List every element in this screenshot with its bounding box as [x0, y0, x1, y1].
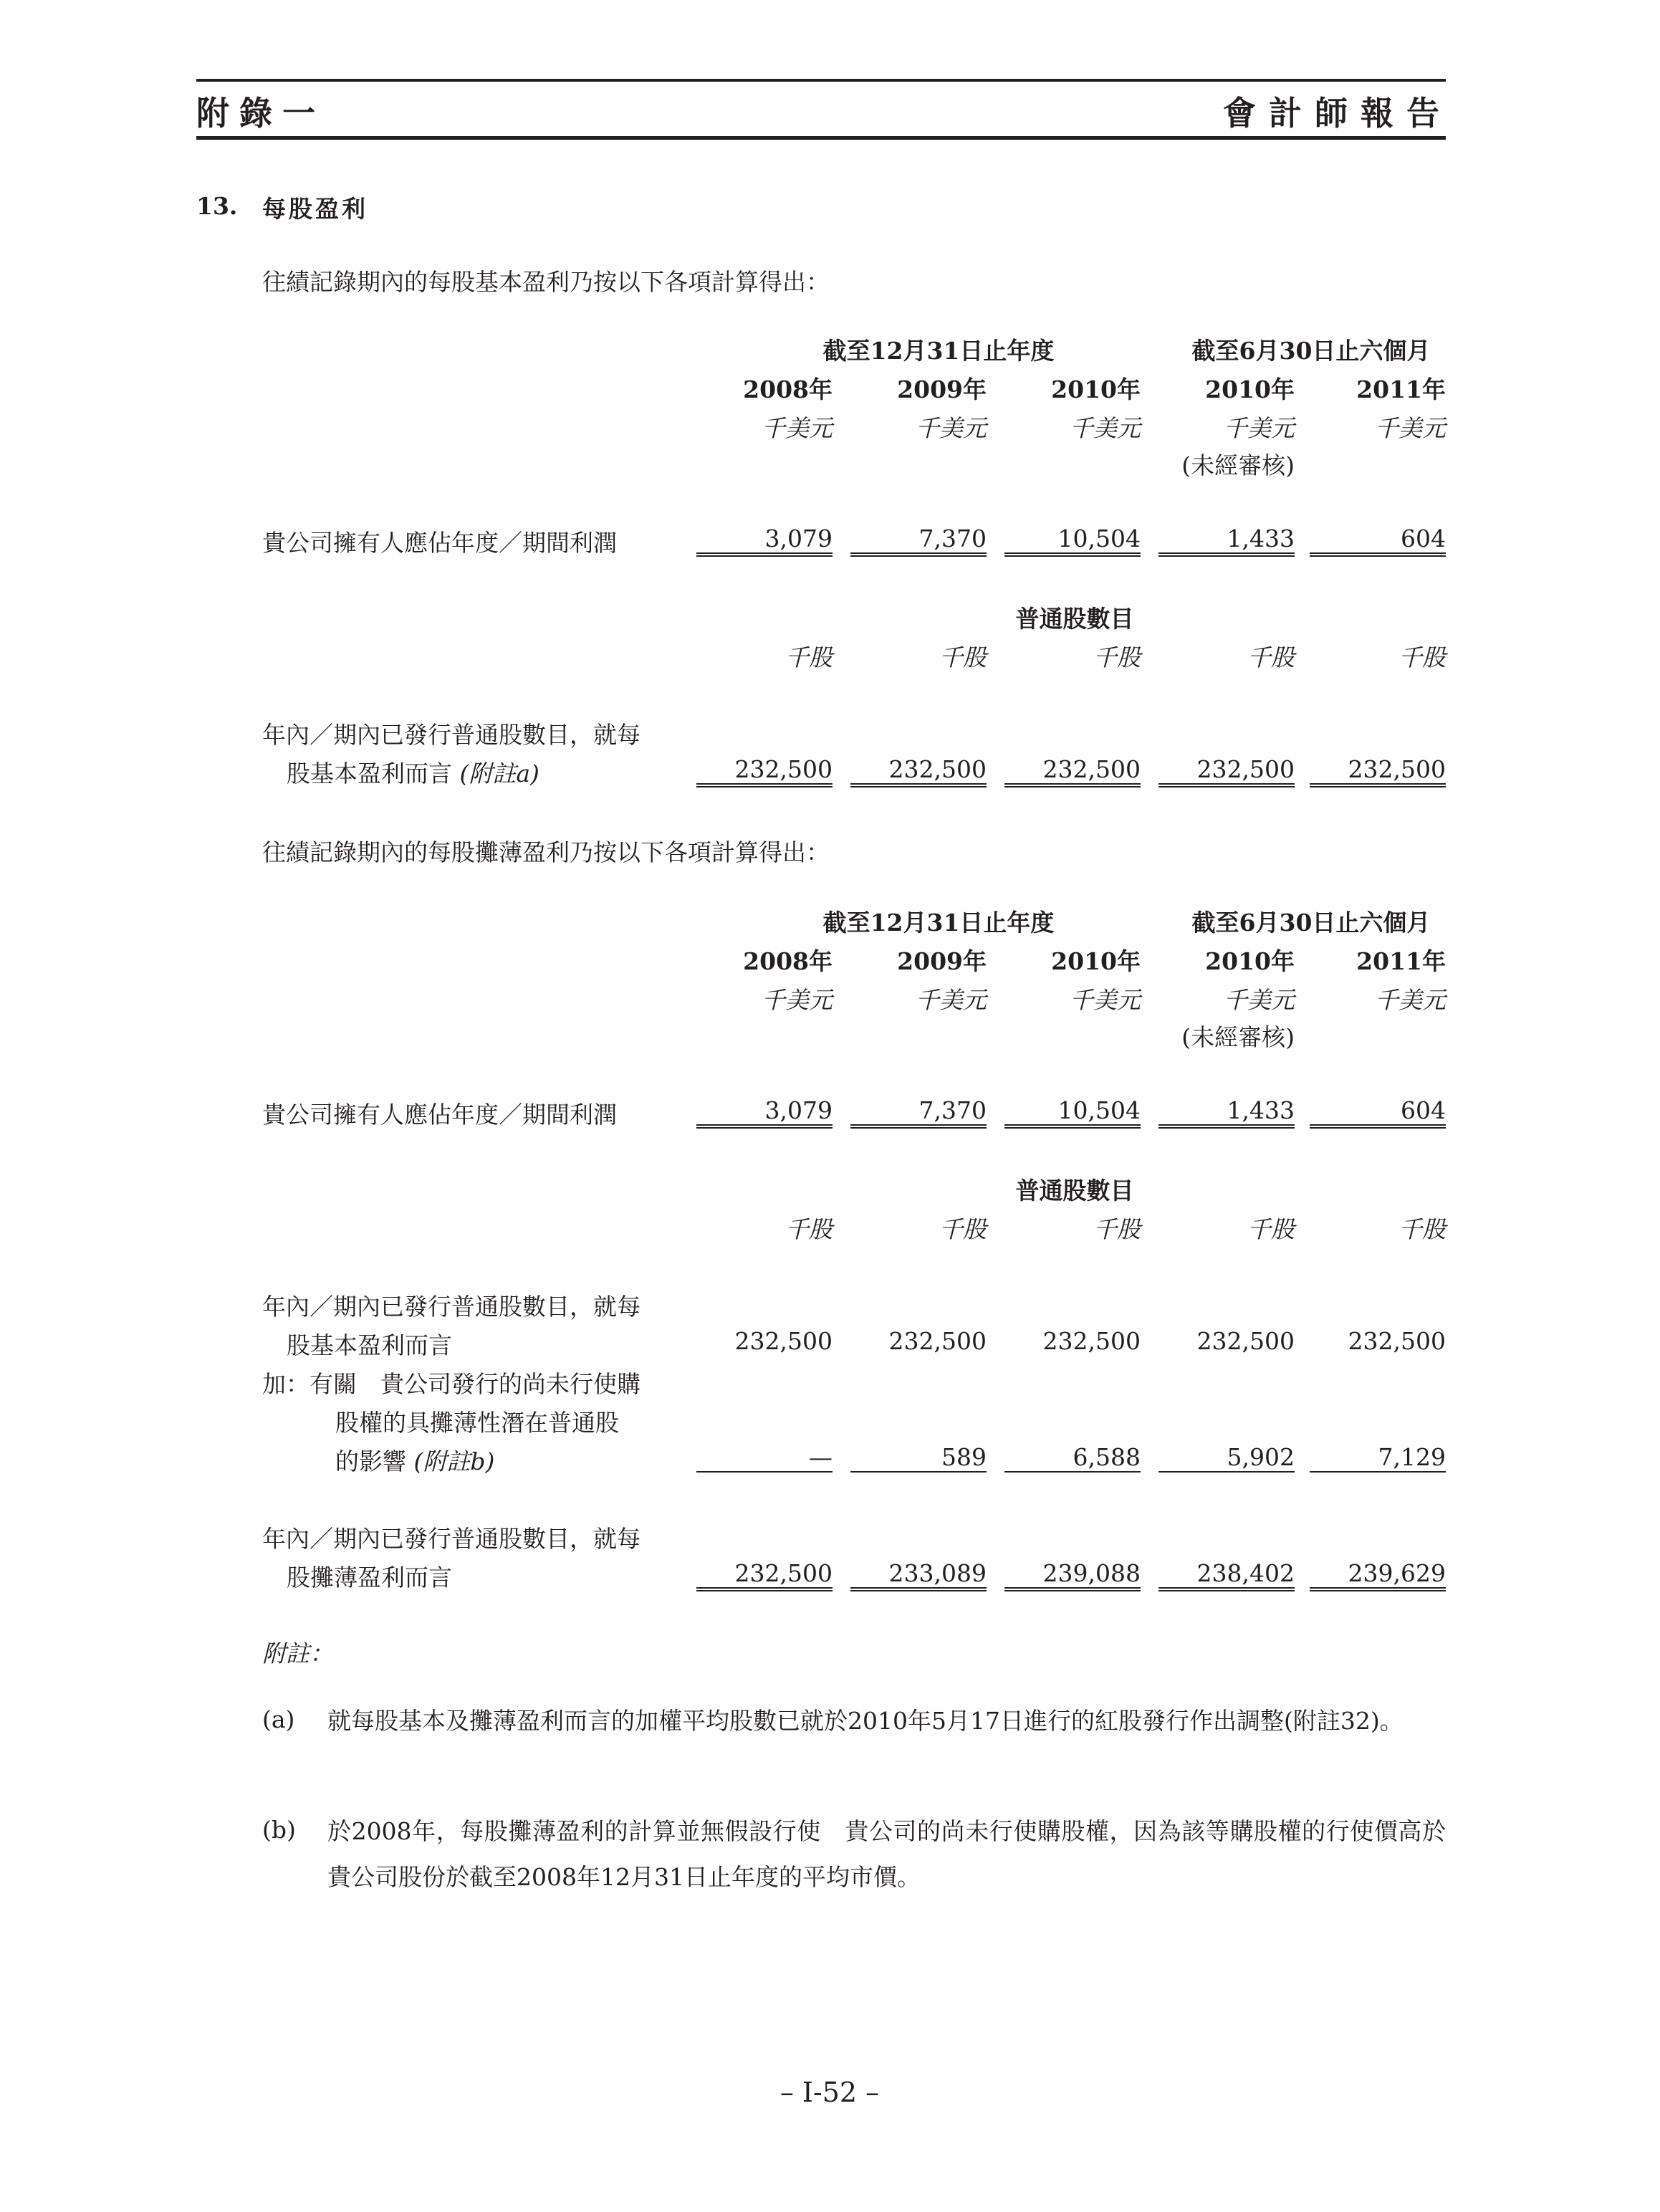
diluted-shares-unit: 千股 — [785, 1215, 833, 1243]
basic-shares-2010: 232,500 — [1004, 755, 1141, 787]
basic-shares-2008: 232,500 — [696, 755, 833, 787]
dilutive-effect-label-text: 的影響 — [335, 1447, 406, 1475]
basic-group-period-header: 截至6月30日止六個月 — [1191, 337, 1431, 365]
diluted-intro: 往績記錄期內的每股攤薄盈利乃按以下各項計算得出： — [262, 838, 830, 866]
note-b-marker: (b) — [262, 1816, 296, 1844]
header-bottom-rule — [196, 136, 1446, 140]
diluted-shares-2011-h1: 239,629 — [1310, 1559, 1446, 1591]
dilutive-effect-2011-h1: 7,129 — [1310, 1443, 1446, 1473]
basic-unaudited-label: (未經審核) — [1181, 451, 1295, 479]
dilutive-effect-2008: — — [696, 1443, 833, 1473]
diluted-year-2008: 2008年 — [743, 947, 833, 975]
diluted-basic-shares-2009: 232,500 — [888, 1327, 987, 1355]
diluted-unit: 千美元 — [916, 986, 987, 1014]
diluted-year-2010: 2010年 — [1051, 947, 1141, 975]
note-a-marker: (a) — [262, 1705, 295, 1733]
notes-heading: 附註： — [262, 1639, 333, 1667]
diluted-shares-label-line2: 股攤薄盈利而言 — [287, 1564, 452, 1591]
dilutive-effect-2009: 589 — [850, 1443, 987, 1473]
diluted-group-period-header: 截至6月30日止六個月 — [1191, 909, 1431, 937]
diluted-shares-2008: 232,500 — [696, 1559, 833, 1591]
basic-unit: 千美元 — [762, 414, 833, 442]
diluted-profit-2010-h1: 1,433 — [1158, 1096, 1295, 1129]
basic-period-2010: 2010年 — [1205, 375, 1295, 403]
basic-profit-2011-h1: 604 — [1310, 525, 1446, 557]
dilutive-effect-2010: 6,588 — [1004, 1443, 1141, 1473]
basic-shares-label-text: 股基本盈利而言 — [287, 760, 452, 787]
basic-profit-2010: 10,504 — [1004, 525, 1141, 557]
diluted-basic-shares-2010-h1: 232,500 — [1196, 1327, 1295, 1355]
basic-group-year-header: 截至12月31日止年度 — [822, 337, 1055, 365]
basic-unit: 千美元 — [1375, 414, 1446, 442]
basic-shares-2011-h1: 232,500 — [1310, 755, 1446, 787]
basic-year-2009: 2009年 — [897, 375, 987, 403]
basic-shares-note-ref: (附註a) — [459, 760, 539, 787]
basic-shares-unit: 千股 — [1398, 643, 1446, 671]
basic-profit-2009: 7,370 — [850, 525, 987, 557]
appendix-title: 附錄一 — [196, 94, 325, 133]
basic-intro: 往績記錄期內的每股基本盈利乃按以下各項計算得出： — [262, 268, 830, 296]
dilutive-effect-label-line1: 加：有關 貴公司發行的尚未行使購 — [262, 1370, 641, 1398]
diluted-profit-2008: 3,079 — [696, 1096, 833, 1129]
diluted-shares-unit: 千股 — [1247, 1215, 1295, 1243]
diluted-basic-shares-2011-h1: 232,500 — [1348, 1327, 1446, 1355]
header-top-rule — [196, 79, 1446, 82]
diluted-basic-shares-label-line1: 年內／期內已發行普通股數目，就每 — [262, 1293, 641, 1321]
note-a-text: 就每股基本及攤薄盈利而言的加權平均股數已就於2010年5月17日進行的紅股發行作出調整(附註32)。 — [327, 1707, 1404, 1735]
diluted-unit: 千美元 — [1070, 986, 1141, 1014]
diluted-unit: 千美元 — [1375, 986, 1446, 1014]
diluted-shares-unit: 千股 — [1093, 1215, 1141, 1243]
basic-shares-unit: 千股 — [785, 643, 833, 671]
basic-profit-2008: 3,079 — [696, 525, 833, 557]
basic-unit: 千美元 — [1070, 414, 1141, 442]
diluted-unaudited-label: (未經審核) — [1181, 1023, 1295, 1051]
dilutive-effect-note-ref: (附註b) — [413, 1447, 495, 1475]
diluted-shares-unit: 千股 — [939, 1215, 987, 1243]
report-title: 會計師報告 — [1223, 94, 1452, 133]
diluted-unit: 千美元 — [1224, 986, 1295, 1014]
diluted-unit: 千美元 — [762, 986, 833, 1014]
dilutive-effect-label-line2: 股權的具攤薄性潛在普通股 — [335, 1409, 619, 1437]
diluted-shares-unit: 千股 — [1398, 1215, 1446, 1243]
basic-shares-unit: 千股 — [1247, 643, 1295, 671]
basic-year-2010: 2010年 — [1051, 375, 1141, 403]
basic-unit: 千美元 — [1224, 414, 1295, 442]
diluted-shares-label-line1: 年內／期內已發行普通股數目，就每 — [262, 1525, 641, 1553]
diluted-profit-label: 貴公司擁有人應佔年度／期間利潤 — [262, 1101, 617, 1129]
basic-profit-label: 貴公司擁有人應佔年度／期間利潤 — [262, 529, 617, 557]
basic-shares-2010-h1: 232,500 — [1158, 755, 1295, 787]
diluted-basic-shares-label-line2: 股基本盈利而言 — [287, 1331, 452, 1359]
basic-shares-2009: 232,500 — [850, 755, 987, 787]
basic-unit: 千美元 — [916, 414, 987, 442]
basic-shares-label-line2 — [287, 755, 539, 789]
note-b-text: 於2008年，每股攤薄盈利的計算並無假設行使 貴公司的尚未行使購股權，因為該等購股權的行使價高於 貴公司股份於截至2008年12月31日止年度的平均市價。 — [327, 1817, 1469, 1891]
diluted-profit-2011-h1: 604 — [1310, 1096, 1446, 1129]
diluted-shares-2009: 233,089 — [850, 1559, 987, 1591]
dilutive-effect-label-line3 — [335, 1443, 494, 1477]
diluted-group-year-header: 截至12月31日止年度 — [822, 909, 1055, 937]
section-number: 13. — [196, 192, 238, 220]
diluted-year-2009: 2009年 — [897, 947, 987, 975]
diluted-profit-2010: 10,504 — [1004, 1096, 1141, 1129]
diluted-period-2010: 2010年 — [1205, 947, 1295, 975]
page-number: – I-52 – — [779, 2077, 880, 2108]
basic-profit-2010-h1: 1,433 — [1158, 525, 1295, 557]
dilutive-effect-2010-h1: 5,902 — [1158, 1443, 1295, 1473]
basic-shares-label-line1: 年內／期內已發行普通股數目，就每 — [262, 721, 641, 749]
diluted-basic-shares-2010: 232,500 — [1042, 1327, 1141, 1355]
basic-shares-unit: 千股 — [1093, 643, 1141, 671]
basic-shares-unit: 千股 — [939, 643, 987, 671]
basic-shares-heading: 普通股數目 — [1015, 605, 1134, 633]
section-title: 每股盈利 — [262, 195, 368, 223]
diluted-profit-2009: 7,370 — [850, 1096, 987, 1129]
diluted-shares-2010-h1: 238,402 — [1158, 1559, 1295, 1591]
diluted-basic-shares-2008: 232,500 — [734, 1327, 833, 1355]
diluted-shares-heading: 普通股數目 — [1015, 1177, 1134, 1205]
basic-period-2011: 2011年 — [1356, 375, 1446, 403]
diluted-period-2011: 2011年 — [1356, 947, 1446, 975]
diluted-shares-2010: 239,088 — [1004, 1559, 1141, 1591]
basic-year-2008: 2008年 — [743, 375, 833, 403]
